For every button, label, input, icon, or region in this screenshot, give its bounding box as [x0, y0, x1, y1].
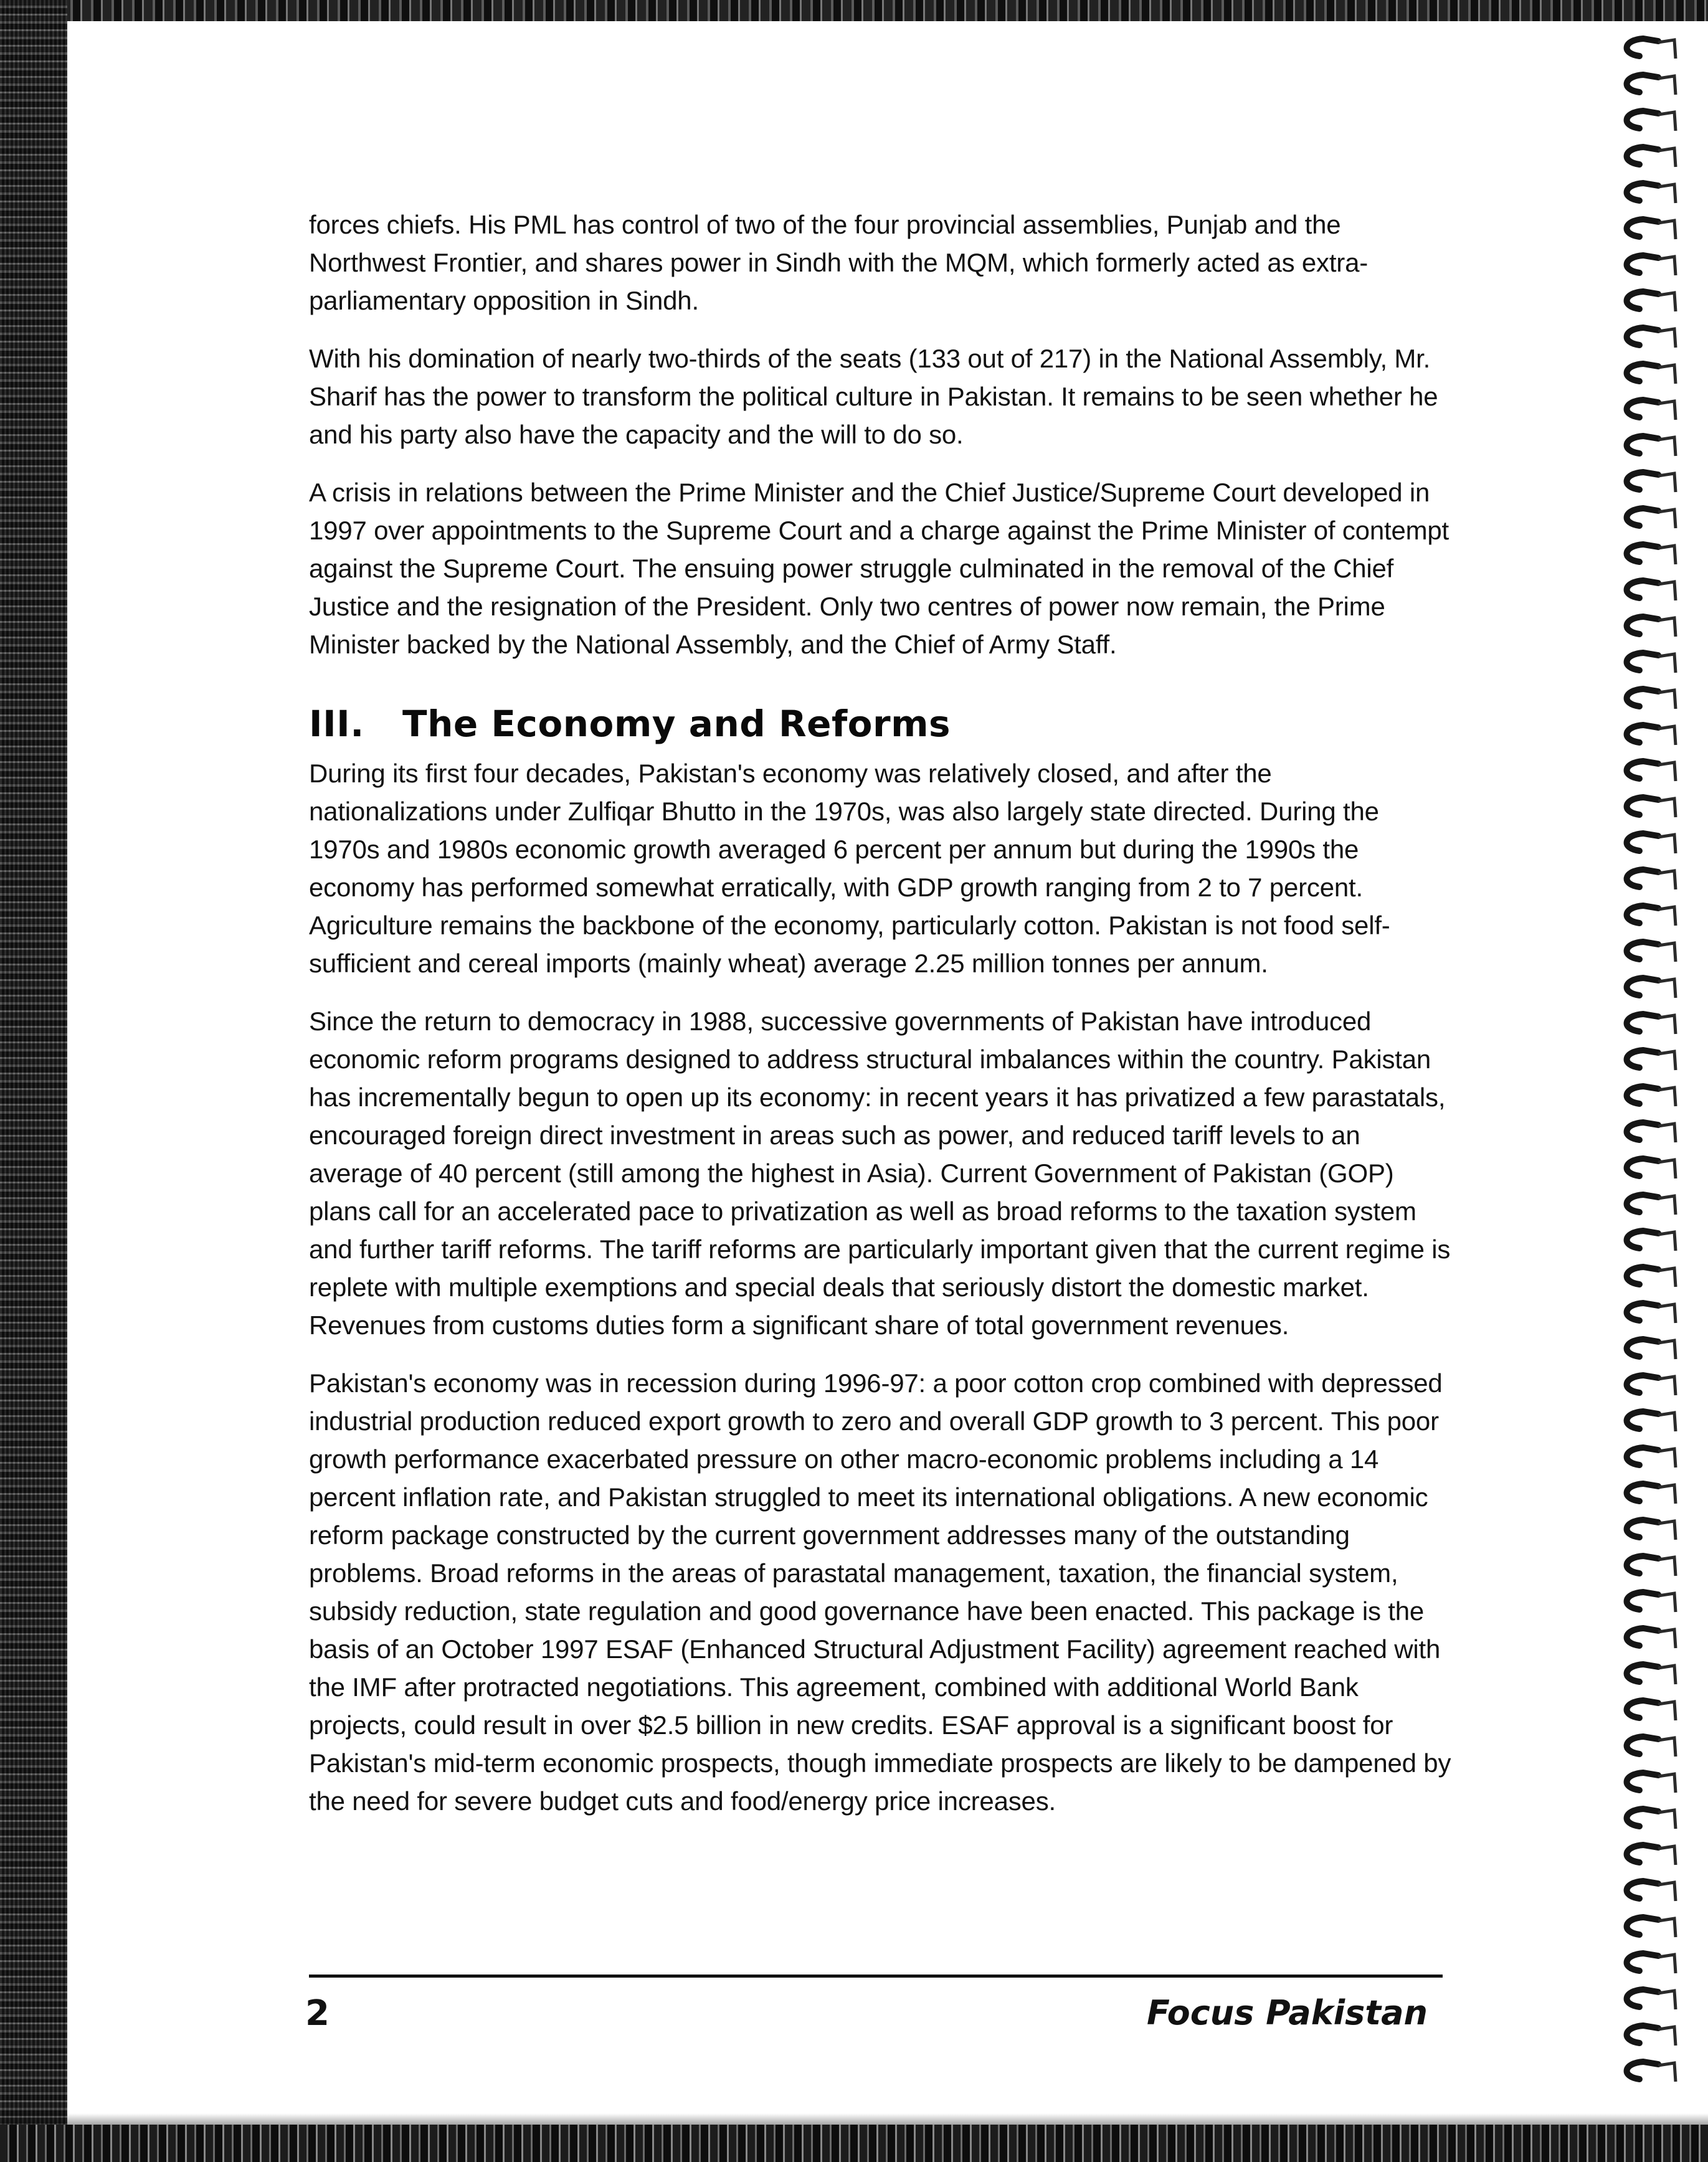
binding-loop	[1627, 1881, 1676, 1901]
binding-loop	[1627, 111, 1676, 131]
binding-loop	[1627, 1014, 1676, 1034]
binding-loop	[1627, 1773, 1676, 1793]
binding-loop	[1627, 1122, 1676, 1142]
binding-loop	[1627, 508, 1676, 528]
footer-rule	[309, 1975, 1443, 1978]
binding-loop	[1627, 544, 1676, 564]
binding-loop	[1627, 1917, 1676, 1937]
binding-loop	[1627, 436, 1676, 456]
section-number: III.	[309, 703, 364, 745]
binding-loop	[1627, 2062, 1676, 2082]
paragraph-pml-control: forces chiefs. His PML has control of two of the four provincial assemblies, Punjab and the Northwest Frontier, and shares power in Sindh with the MQM, which formerly acted as extra-parliamentary opposition in Sindh.	[309, 210, 1369, 315]
binding-loop	[1627, 653, 1676, 673]
binding-loop	[1627, 1737, 1676, 1757]
binding-loop	[1627, 1267, 1676, 1287]
scan-border-top	[0, 0, 1708, 21]
binding-loop	[1627, 870, 1676, 889]
binding-loop	[1627, 1556, 1676, 1576]
binding-loop	[1627, 1520, 1676, 1540]
binding-loop	[1627, 1339, 1676, 1359]
paragraph-recession: Pakistan's economy was in recession during 1996-97: a poor cotton crop combined with depressed industrial production reduced export growth to zero and overall GDP growth to 3 percent. This poor growth performance exacerbated pressure on other macro-economic problems including a 14 percent inflation rate, and Pakistan struggled to meet its international obligations. A new economic reform package constructed by the current government addresses many of the outstanding problems. Broad reforms in the areas of parastatal management, taxation, the financial system, subsidy reduction, state regulation and good governance have been enacted. This package is the basis of an October 1997 ESAF (Enhanced Structural Adjustment Facility) agreement reached with the IMF after protracted negotiations. This agreement, combined with additional World Bank projects, could result in over $2.5 billion in new credits. ESAF approval is a significant boost for Pakistan's mid-term economic prospects, though immediate prospects are likely to be dampened by the need for severe budget cuts and food/energy price increases.	[309, 1368, 1451, 1816]
binding-loop	[1627, 400, 1676, 420]
binding-loop	[1627, 183, 1676, 203]
binding-loop	[1627, 1086, 1676, 1106]
binding-loop	[1627, 2026, 1676, 2046]
binding-loop	[1627, 219, 1676, 239]
page-number: 2	[305, 1993, 330, 2034]
binding-loop	[1627, 1845, 1676, 1865]
spiral-binding-icon	[1615, 25, 1708, 2099]
section-title: The Economy and Reforms	[402, 703, 951, 745]
binding-loop	[1627, 942, 1676, 962]
paragraph-supreme-court-crisis: A crisis in relations between the Prime Minister and the Chief Justice/Supreme Court developed in 1997 over appointments to the Supreme Court and a charge against the Prime Minister of contempt against the Supreme Court. The ensuing power struggle culminated in the removal of the Chief Justice and the resignation of the President. Only two centres of power now remain, the Prime Minister backed by the National Assembly, and the Chief of Army Staff.	[309, 478, 1449, 659]
binding-loop	[1627, 1303, 1676, 1323]
binding-loop	[1627, 1700, 1676, 1720]
binding-loop	[1627, 328, 1676, 348]
section-heading	[309, 702, 1455, 746]
binding-loop	[1627, 1159, 1676, 1178]
binding-loop	[1627, 906, 1676, 926]
binding-loop	[1627, 689, 1676, 709]
binding-loop	[1627, 1448, 1676, 1467]
binding-loop	[1627, 39, 1676, 59]
binding-loop	[1627, 1411, 1676, 1431]
binding-loop	[1627, 292, 1676, 311]
binding-loop	[1627, 1195, 1676, 1215]
binding-loop	[1627, 1050, 1676, 1070]
publication-title: Focus Pakistan	[1146, 1993, 1428, 2032]
binding-loop	[1627, 617, 1676, 637]
binding-loop	[1627, 255, 1676, 275]
scan-border-bottom	[0, 2125, 1708, 2162]
binding-loop	[1627, 1989, 1676, 2009]
binding-loop	[1627, 472, 1676, 492]
binding-loop	[1627, 1628, 1676, 1648]
binding-loop	[1627, 75, 1676, 95]
paragraph-economic-reforms: Since the return to democracy in 1988, successive governments of Pakistan have introduced economic reform programs designed to address structural imbalances within the country. Pakistan has incrementally begun to open up its economy: in recent years it has privatized a few parastatals, encouraged foreign direct investment in areas such as power, and reduced tariff levels to an average of 40 percent (still among the highest in Asia). Current Government of Pakistan (GOP) plans call for an accelerated pace to privatization as well as broad reforms to the taxation system and further tariff reforms. The tariff reforms are particularly important given that the current regime is replete with multiple exemptions and special deals that seriously distort the domestic market. Revenues from customs duties form a significant share of total government revenues.	[309, 1007, 1451, 1340]
binding-loop	[1627, 725, 1676, 745]
binding-loop	[1627, 1231, 1676, 1251]
binding-loop	[1627, 797, 1676, 817]
paragraph-sharif-domination: With his domination of nearly two-thirds of the seats (133 out of 217) in the National Assembly, Mr. Sharif has the power to transform the political culture in Pakistan. It remains to be seen whether he and his party also have the capacity and the will to do so.	[309, 344, 1438, 449]
binding-loop	[1627, 1375, 1676, 1395]
binding-loop	[1627, 1809, 1676, 1829]
binding-loop	[1627, 761, 1676, 781]
binding-loop	[1627, 1664, 1676, 1684]
binding-loop	[1627, 147, 1676, 167]
binding-loop	[1627, 833, 1676, 853]
binding-loop	[1627, 1592, 1676, 1612]
binding-loop	[1627, 581, 1676, 600]
scan-border-left	[0, 0, 67, 2162]
binding-loop	[1627, 1953, 1676, 1973]
binding-loop	[1627, 1484, 1676, 1504]
binding-loop	[1627, 978, 1676, 998]
page-body	[309, 206, 1455, 1840]
scan-shadow-bottom	[0, 2113, 1708, 2125]
binding-loop	[1627, 364, 1676, 384]
paragraph-economy-history: During its first four decades, Pakistan's economy was relatively closed, and after the nationalizations under Zulfiqar Bhutto in the 1970s, was also largely state directed. During the 1970s and 1980s economic growth averaged 6 percent per annum but during the 1990s the economy has performed somewhat erratically, with GDP growth ranging from 2 to 7 percent. Agriculture remains the backbone of the economy, particularly cotton. Pakistan is not food self-sufficient and cereal imports (mainly wheat) average 2.25 million tonnes per annum.	[309, 759, 1390, 978]
